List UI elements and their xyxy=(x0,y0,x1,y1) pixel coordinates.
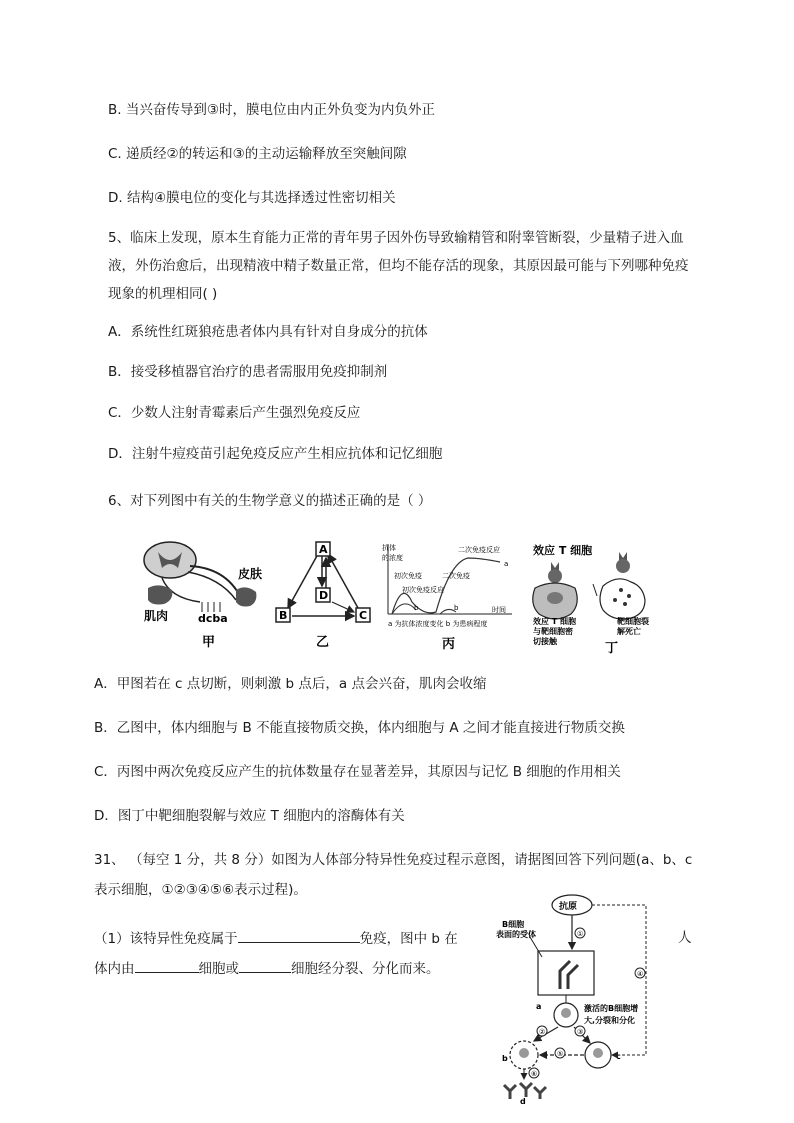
q31-step-6: ⑥ xyxy=(531,1070,538,1078)
q4-option-b: B. 当兴奋传导到③时，膜电位由内正外负变为内负外正 xyxy=(108,102,435,118)
bing-xlabel: 时间 xyxy=(492,606,506,614)
bing-caption: 丙 xyxy=(442,637,456,652)
q31-blank-origin-cell-1[interactable] xyxy=(135,958,199,973)
q31-sub1-text-4: 体内由 xyxy=(94,961,135,977)
q31-activated-label-1: 激活的B细胞增 xyxy=(584,1004,639,1013)
q31-step-5: ⑤ xyxy=(557,1050,564,1058)
figure-ding xyxy=(525,540,665,655)
yi-node-b: B xyxy=(279,609,288,622)
bing-ylabel-2: 的浓度 xyxy=(382,554,403,562)
figure-jia xyxy=(140,538,265,653)
bing-second-immunization: 二次免疫 xyxy=(442,572,470,580)
q6-option-a: A．甲图若在 c 点切断，则刺激 b 点后，a 点会兴奋，肌肉会收缩 xyxy=(94,676,487,692)
jia-points-label: dcba xyxy=(198,612,228,625)
q31-cell-b: b xyxy=(502,1054,508,1063)
bing-first-response: 初次免疫反应 xyxy=(402,586,444,594)
q5-stem-line3: 现象的机理相同( ) xyxy=(108,286,218,302)
q5-option-a: A．系统性红斑狼疮患者体内具有针对自身成分的抗体 xyxy=(108,324,428,340)
q31-cell-a: a xyxy=(536,1002,542,1011)
q31-sub1-text-2: 免疫，图中 b 在 xyxy=(359,931,458,947)
bing-note: a 为抗体浓度变化 b 为患病程度 xyxy=(388,620,488,628)
yi-node-a: A xyxy=(319,543,328,556)
ding-title: 效应 T 细胞 xyxy=(533,544,593,557)
q31-step-1: ① xyxy=(577,930,584,938)
bing-second-response: 二次免疫反应 xyxy=(458,546,500,554)
q5-stem-line2: 液，外伤治愈后，出现精液中精子数量正常，但均不能存活的现象，其原因最可能与下列哪种免疫 xyxy=(108,258,689,274)
bing-curve-b1: b xyxy=(414,604,419,612)
q31-step-2: ② xyxy=(539,1028,546,1036)
q5-stem-line1: 5、临床上发现，原本生育能力正常的青年男子因外伤导致输精管和附睾管断裂，少量精子进入血 xyxy=(108,230,684,246)
q5-option-c: C．少数人注射青霉素后产生强烈免疫反应 xyxy=(108,405,361,421)
q31-sub1-text-6: 细胞经分裂、分化而来。 xyxy=(291,961,440,977)
figure-q31-immunity xyxy=(480,893,660,1105)
q31-cell-c: c xyxy=(616,1052,621,1061)
q31-stem-line1: 31、 （每空 1 分，共 8 分）如图为人体部分特异性免疫过程示意图，请据图回答下列问题(a、b、c xyxy=(94,852,693,868)
yi-node-c: C xyxy=(359,609,368,622)
yi-caption: 乙 xyxy=(316,635,330,650)
q31-sub1-line2 xyxy=(94,958,440,979)
q31-stem-line2: 表示细胞，①②③④⑤⑥表示过程)。 xyxy=(94,882,307,898)
q31-receptor-label-2: 表面的受体 xyxy=(496,930,536,939)
q31-antigen-label: 抗原 xyxy=(559,902,578,912)
bing-ylabel-1: 抗体 xyxy=(382,544,396,552)
ding-caption: 丁 xyxy=(605,641,619,655)
ding-label-1a: 效应 T 细胞 xyxy=(533,617,577,626)
figure-bing xyxy=(380,540,520,655)
q31-blank-origin-cell-2[interactable] xyxy=(239,958,291,973)
jia-muscle-label: 肌肉 xyxy=(144,609,169,623)
q6-option-d: D．图丁中靶细胞裂解与效应 T 细胞内的溶酶体有关 xyxy=(94,808,405,824)
jia-skin-label: 皮肤 xyxy=(238,567,263,581)
q31-step-4: ④ xyxy=(637,970,644,978)
q31-receptor-label-1: B细胞 xyxy=(502,920,525,929)
bing-curve-b2: b xyxy=(454,604,459,612)
figure-yi xyxy=(270,540,380,655)
q31-step-3: ③ xyxy=(577,1028,584,1036)
q31-sub1-text-1: （1）该特异性免疫属于 xyxy=(94,931,238,947)
q6-stem: 6、对下列图中有关的生物学意义的描述正确的是（ ） xyxy=(108,493,432,509)
ding-label-2b: 解死亡 xyxy=(617,627,641,636)
q31-sub1-line1 xyxy=(94,928,458,949)
q6-option-c: C．丙图中两次免疫反应产生的抗体数量存在显著差异，其原因与记忆 B 细胞的作用相关 xyxy=(94,764,621,780)
bing-first-immunization: 初次免疫 xyxy=(394,572,422,580)
q5-option-d: D．注射牛痘疫苗引起免疫反应产生相应抗体和记忆细胞 xyxy=(108,446,443,462)
q31-blank-immunity-type[interactable] xyxy=(238,928,360,943)
q6-option-b: B．乙图中，体内细胞与 B 不能直接物质交换，体内细胞与 A 之间才能直接进行物质交换 xyxy=(94,720,625,736)
q4-option-d: D. 结构④膜电位的变化与其选择透过性密切相关 xyxy=(108,190,396,206)
yi-node-d: D xyxy=(319,589,329,602)
ding-label-2a: 靶细胞裂 xyxy=(617,617,649,626)
q31-activated-label-2: 大,分裂和分化 xyxy=(584,1016,636,1025)
ding-label-1c: 切接触 xyxy=(533,637,557,646)
ding-label-1b: 与靶细胞密 xyxy=(533,627,573,636)
q4-option-c: C. 递质经②的转运和③的主动运输释放至突触间隙 xyxy=(108,146,407,162)
q31-antibody-d: d xyxy=(520,1097,526,1105)
q5-option-b: B．接受移植器官治疗的患者需服用免疫抑制剂 xyxy=(108,364,388,380)
bing-curve-a: a xyxy=(504,560,509,568)
q31-sub1-text-3: 人 xyxy=(678,930,692,946)
jia-caption: 甲 xyxy=(202,635,216,650)
q31-sub1-text-5: 细胞或 xyxy=(198,961,239,977)
